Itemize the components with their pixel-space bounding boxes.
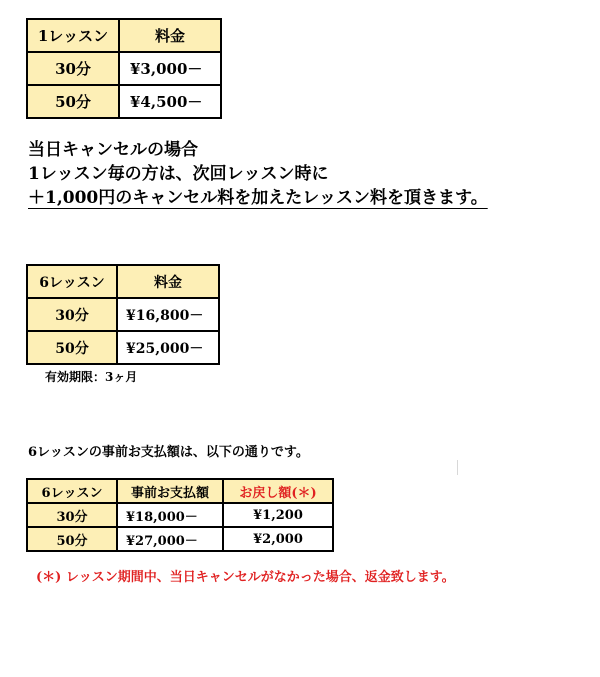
refund-cell: ¥1,200 <box>223 503 333 527</box>
header-price: 料金 <box>119 19 221 52</box>
prepayment-table <box>26 478 334 552</box>
table-row <box>27 298 219 331</box>
duration-cell: 30分 <box>27 298 117 331</box>
six-lesson-price-table <box>26 264 220 365</box>
price-cell: ¥25,000－ <box>117 331 219 364</box>
header-prepayment: 事前お支払額 <box>117 479 223 503</box>
price-cell: ¥16,800－ <box>117 298 219 331</box>
price-cell: ¥3,000－ <box>119 52 221 85</box>
table-row <box>27 85 221 118</box>
prepayment-summary: 6レッスンの事前お支払額は、以下の通りです。 <box>28 445 309 460</box>
header-lesson-type: 6レッスン <box>27 479 117 503</box>
prepay-cell: ¥18,000－ <box>117 503 223 527</box>
table-header-row <box>27 19 221 52</box>
header-refund: お戻し額(＊) <box>223 479 333 503</box>
header-lesson-type: 1レッスン <box>27 19 119 52</box>
duration-cell: 50分 <box>27 527 117 551</box>
table-header-row <box>27 265 219 298</box>
refund-footnote: (＊) レッスン期間中、当日キャンセルがなかった場合、返金致します。 <box>36 570 455 585</box>
table-row <box>27 527 333 551</box>
cancellation-fee-text: ＋1,000円のキャンセル料を加えたレッスン料を頂きます。 <box>28 188 488 208</box>
cancellation-text: 1レッスン毎の方は、次回レッスン時に <box>28 164 329 184</box>
divider <box>457 460 458 475</box>
header-lesson-type: 6レッスン <box>27 265 117 298</box>
price-cell: ¥4,500－ <box>119 85 221 118</box>
duration-cell: 50分 <box>27 331 117 364</box>
table-row <box>27 52 221 85</box>
duration-cell: 30分 <box>27 52 119 85</box>
table-header-row <box>27 479 333 503</box>
single-lesson-price-table <box>26 18 222 119</box>
duration-cell: 50分 <box>27 85 119 118</box>
cancellation-note <box>28 138 488 210</box>
cancellation-heading: 当日キャンセルの場合 <box>28 140 198 160</box>
header-price: 料金 <box>117 265 219 298</box>
validity-period: 有効期限：3ヶ月 <box>45 370 138 384</box>
prepay-cell: ¥27,000－ <box>117 527 223 551</box>
duration-cell: 30分 <box>27 503 117 527</box>
table-row <box>27 503 333 527</box>
refund-cell: ¥2,000 <box>223 527 333 551</box>
table-row <box>27 331 219 364</box>
